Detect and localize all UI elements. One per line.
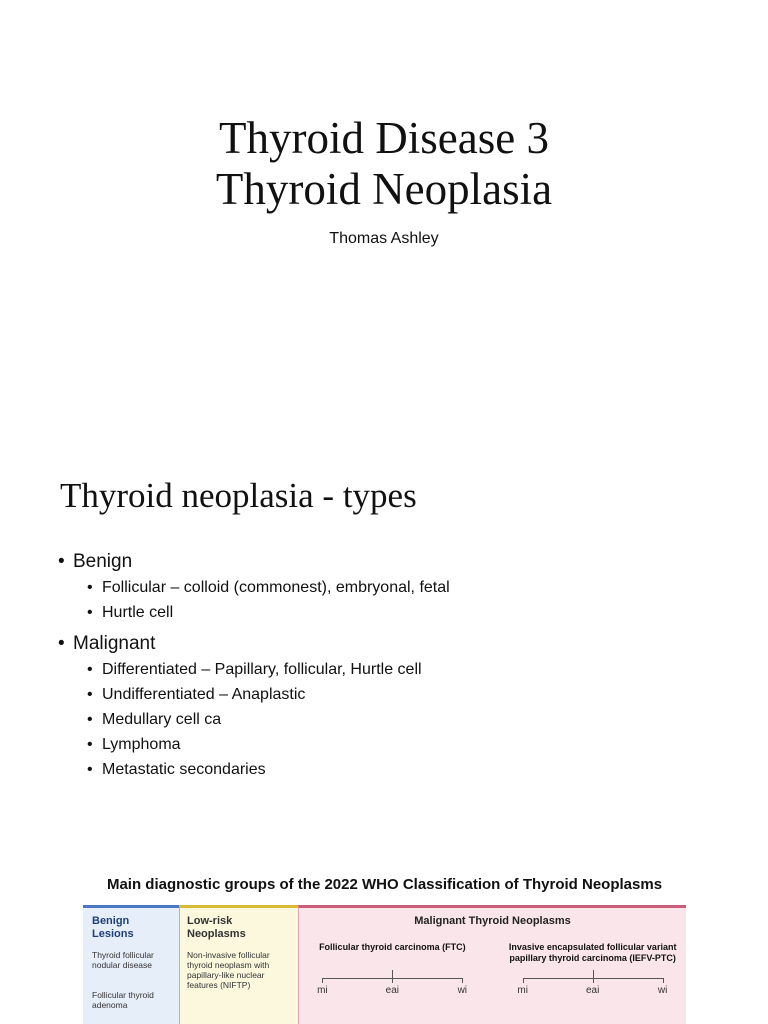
slide-title [0,113,768,215]
low-risk-column [179,905,298,1024]
malignant-column [298,905,686,1024]
subtype-ftc [307,942,478,1000]
subtype-name: Follicular thyroid carcinoma (FTC) [319,942,466,952]
branch-label: mi [317,985,328,996]
benign-heading: Benign Lesions [92,915,134,940]
bullet-icon: • [87,661,93,678]
title-line-2: Thyroid Neoplasia [215,164,553,214]
bullet-icon: • [87,579,93,596]
tree-tick [392,978,393,983]
low-risk-heading: Low-risk Neoplasms [187,915,246,940]
classification-columns [83,905,686,1024]
branch-label: mi [517,985,528,996]
figure-title: Main diagnostic groups of the 2022 WHO Classification of Thyroid Neoplasms [106,876,663,893]
list-item [87,757,450,782]
malignant-subtypes [307,942,678,1000]
list-item-malignant [58,631,450,657]
tree-tick [663,978,664,983]
list-item [87,682,450,707]
tree-tick [523,978,524,983]
branch-tree [507,970,678,1000]
item-text: Undifferentiated – Anaplastic [102,686,306,703]
bullet-icon: • [58,633,65,654]
list-item [87,575,450,600]
list-item [87,732,450,757]
bullet-icon: • [87,711,93,728]
title-line-1: Thyroid Disease 3 [219,113,549,163]
item-text: Differentiated – Papillary, follicular, Hurtle cell [102,661,422,678]
tree-tick [462,978,463,983]
item-text: Follicular – colloid (commonest), embryonal, fetal [102,579,450,596]
tree-tick [593,978,594,983]
author-name: Thomas Ashley [329,230,439,247]
bullet-icon: • [58,551,65,572]
branch-label: wi [457,985,468,996]
subtype-iefv-ptc [507,942,678,1000]
tree-tick [322,978,323,983]
types-heading: Thyroid neoplasia - types [60,476,417,515]
bullet-icon: • [87,736,93,753]
branch-label: eai [585,985,600,996]
benign-column [83,905,179,1024]
list-item-benign [58,549,450,575]
tree-stem [392,970,393,978]
tree-stem [593,970,594,978]
list-item [87,657,450,682]
branch-label: wi [657,985,668,996]
branch-label: eai [385,985,400,996]
list-item [87,600,450,625]
group-label: Benign [73,551,133,572]
branch-tree [307,970,478,1000]
benign-item: Follicular thyroid adenoma [92,990,154,1010]
low-risk-item: Non-invasive follicular thyroid neoplasm with papillary-like nuclear features (NIFTP) [187,950,270,990]
who-classification-figure [83,868,686,1024]
benign-item: Thyroid follicular nodular disease [92,950,154,970]
group-label: Malignant [73,633,156,654]
subtype-name: Invasive encapsulated follicular variant papillary thyroid carcinoma (IEFV-PTC) [508,942,677,963]
malignant-heading: Malignant Thyroid Neoplasms [414,915,571,927]
item-text: Hurtle cell [102,604,174,621]
item-text: Metastatic secondaries [102,761,266,778]
item-text: Lymphoma [102,736,181,753]
item-text: Medullary cell ca [102,711,222,728]
bullet-icon: • [87,761,93,778]
bullet-icon: • [87,604,93,621]
neoplasia-type-list [58,549,450,782]
list-item [87,707,450,732]
bullet-icon: • [87,686,93,703]
